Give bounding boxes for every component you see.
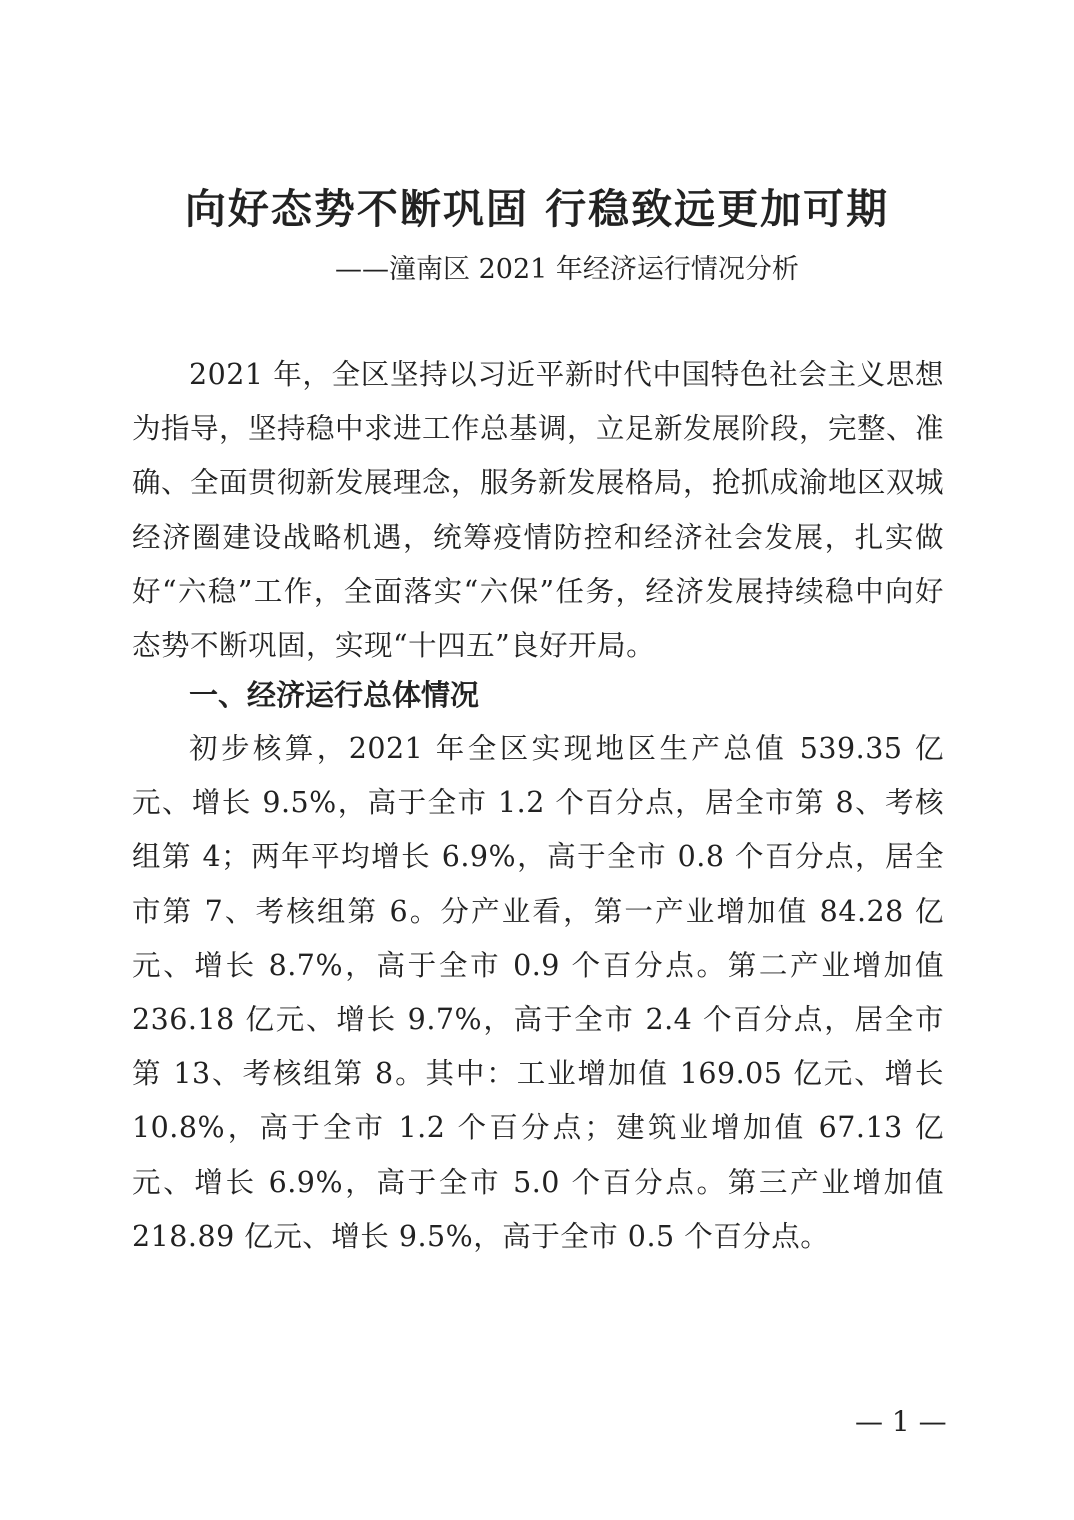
intro-paragraph: 2021 年，全区坚持以习近平新时代中国特色社会主义思想为指导，坚持稳中求进工作总基调，立足新发展阶段，完整、准确、全面贯彻新发展理念，服务新发展格局，抢抓成渝地区双城经济圈建设战略机遇，统筹疫情防控和经济社会发展，扎实做好“六稳”工作，全面落实“六保”任务，经济发展持续稳中向好态势不断巩固，实现“十四五”良好开局。 <box>132 358 945 663</box>
economic-overview-paragraph: 初步核算，2021 年全区实现地区生产总值 539.35 亿元、增长 9.5%，高于全市 1.2 个百分点，居全市第 8、考核组第 4；两年平均增长 6.9%，高于全市 0.8 个百分点，居全市第 7、考核组第 6。分产业看，第一产业增加值 84.28 亿元、增长 8.7%，高于全市 0.9 个百分点。第二产业增加值 236.18 亿元、增长 9.7%，高于全市 2.4 个百分点，居全市第 13、考核组第 8。其中：工业增加值 169.05 亿元、增长 10.8%，高于全市 1.2 个百分点；建筑业增加值 67.13 亿元、增长 6.9%，高于全市 5.0 个百分点。第三产业增加值 218.89 亿元、增长 9.5%，高于全市 0.5 个百分点。 <box>132 732 944 1253</box>
document-title: 向好态势不断巩固 行稳致远更加可期 <box>184 185 890 233</box>
page-number: — 1 — <box>855 1405 947 1438</box>
document-subtitle: ——潼南区 2021 年经济运行情况分析 <box>335 254 799 285</box>
section-heading: 一、经济运行总体情况 <box>189 678 480 712</box>
